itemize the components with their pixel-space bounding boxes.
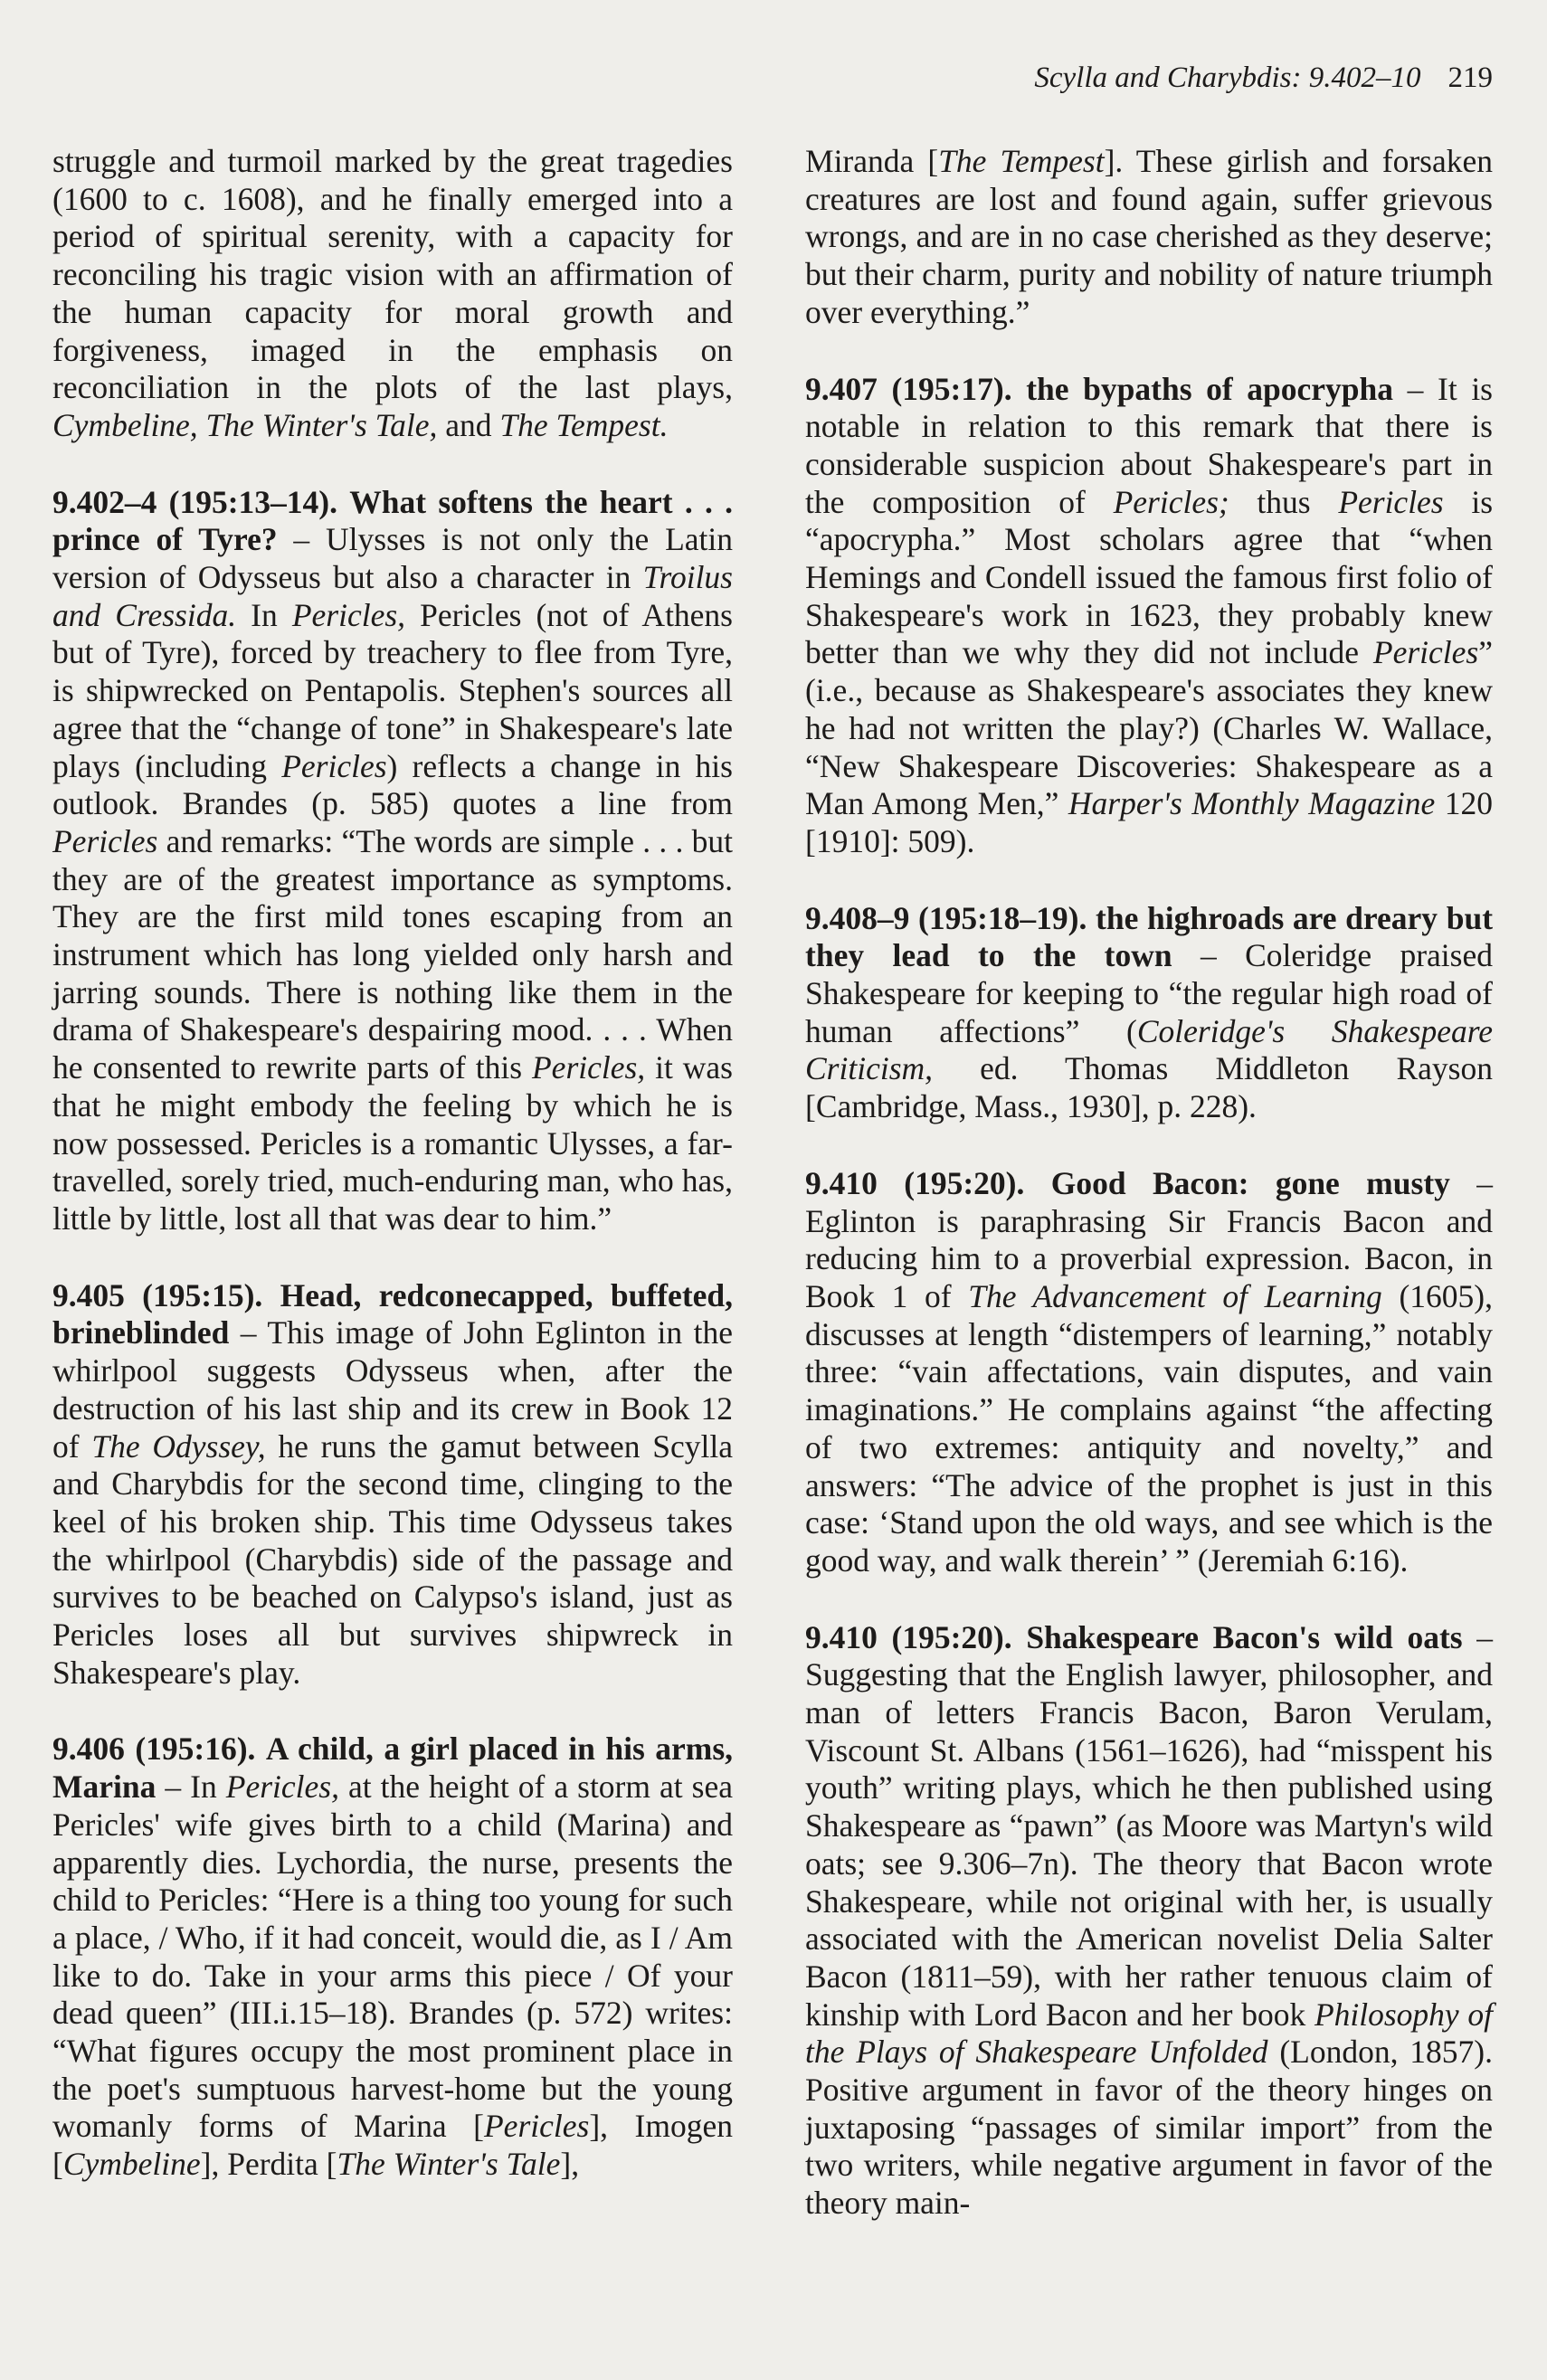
left-column — [52, 143, 733, 2223]
entry-number: 9.408–9 (195:18–19). — [805, 899, 1087, 936]
entry-heading: the highroads are dreary but they lead to the town — [805, 899, 1494, 974]
continued-paragraph: Miranda [The Tempest]. These girlish and forsaken creatures are lost and found again, suffer grievous wrongs, and are in no case cherished as they deserve; but their charm, purity and nobility of nature triumph over everything.” — [805, 143, 1493, 330]
note-entry-9-405: 9.405 (195:15). Head, redconecapped, buffeted, brineblinded – This image of John Eglinton in the whirlpool suggests Odysseus when, after the destruction of his last ship and its crew in Book 12 of The Odyssey, he runs the gamut between Scylla and Charybdis for the second time, clinging to the keel of his broken ship. This time Odysseus takes the whirlpool (Charybdis) side of the passage and survives to be beached on Calypso's island, just as Pericles loses all but survives shipwreck in Shakespeare's play. — [52, 1276, 734, 1691]
entry-number: 9.402–4 (195:13–14). — [52, 483, 337, 520]
continued-paragraph: struggle and turmoil marked by the great tragedies (1600 to c. 1608), and he finally emerged into a period of spiritual serenity, with a capacity for reconciling his tragic vision with an affirmation of the human capacity for moral growth and forgiveness, imaged in the emphasis on reconciliation in the plots of the last plays, Cymbeline, The Winter's Tale, and The Tempest. — [52, 143, 733, 443]
note-entry-9-406: 9.406 (195:16). A child, a girl placed in his arms, Marina – In Pericles, at the height of a storm at sea Pericles' wife gives birth to a child (Marina) and apparently dies. Lychordia, the nurse, presents the child to Pericles: “Here is a thing too young for such a place, / Who, if it had conceit, would die, as I / Am like to do. Take in your arms this piece / Of your dead queen” (III.i.15–18). Brandes (p. 572) writes: “What figures occupy the most prominent place in the poet's sumptuous harvest-home but the young womanly forms of Marina [Pericles], Imogen [Cymbeline], Perdita [The Winter's Tale], — [52, 1730, 734, 2183]
running-title: Scylla and Charybdis: 9.402–10 — [1034, 62, 1421, 94]
note-entry-9-402: 9.402–4 (195:13–14). What softens the heart . . . prince of Tyre? – Ulysses is not only the Latin version of Odysseus but also a character in Troilus and Cressida. In Pericles, Pericles (not of Athens but of Tyre), forced by treachery to flee from Tyre, is shipwrecked on Pentapolis. Stephen's sources all agree that the “change of tone” in Shakespeare's late plays (including Pericles) reflects a change in his outlook. Brandes (p. 585) quotes a line from Pericles and remarks: “The words are simple . . . but they are of the greatest importance as symptoms. They are the first mild tones escaping from an instrument which has long yielded only harsh and jarring sounds. There is nothing like them in the drama of Shakespeare's despairing mood. . . . When he consented to rewrite parts of this Pericles, it was that he might embody the feeling by which he is now possessed. Pericles is a romantic Ulysses, a far-travelled, sorely tried, much-enduring man, who has, little by little, lost all that was dear to him.” — [52, 483, 734, 1237]
page-number: 219 — [1447, 62, 1493, 94]
entry-number: 9.406 (195:16). — [52, 1730, 256, 1768]
entry-heading: Shakespeare Bacon's wild oats — [1026, 1618, 1463, 1655]
right-column — [805, 143, 1493, 2261]
entry-number: 9.407 (195:17). — [805, 370, 1012, 407]
entry-number: 9.410 (195:20). — [805, 1618, 1012, 1655]
entry-heading: Head, redconecapped, buffeted, brineblinded — [52, 1276, 734, 1351]
note-entry-9-410-wild-oats: 9.410 (195:20). Shakespeare Bacon's wild oats – Suggesting that the English lawyer, philosopher, and man of letters Francis Bacon, Baron Verulam, Viscount St. Albans (1561–1626), had “misspent his youth” writing plays, which he then published using Shakespeare as “pawn” (as Moore was Martyn's wild oats; see 9.306–7n). The theory that Bacon wrote Shakespeare, while not original with her, is usually associated with the American novelist Delia Salter Bacon (1811–59), with her rather tenuous claim of kinship with Lord Bacon and her book Philosophy of the Plays of Shakespeare Unfolded (London, 1857). Positive argument in favor of the theory hinges on juxtaposing “passages of similar import” from the two writers, while negative argument in favor of the theory main- — [805, 1618, 1494, 2222]
note-entry-9-407: 9.407 (195:17). the bypaths of apocrypha – It is notable in relation to this remark that there is considerable suspicion about Shakespeare's part in the composition of Pericles; thus Pericles is “apocrypha.” Most scholars agree that “when Hemings and Condell issued the famous first folio of Shakespeare's work in 1623, they probably knew better than we why they did not include Pericles” (i.e., because as Shakespeare's associates they knew he had not written the play?) (Charles W. Wallace, “New Shakespeare Discoveries: Shakespeare as a Man Among Men,” Harper's Monthly Magazine 120 [1910]: 509). — [805, 370, 1494, 859]
note-entry-9-410-good-bacon: 9.410 (195:20). Good Bacon: gone musty – Eglinton is paraphrasing Sir Francis Bacon and reducing him to a proverbial expression. Bacon, in Book 1 of The Advancement of Learning (1605), discusses at length “distempers of learning,” notably three: “vain affectations, vain disputes, and vain imaginations.” He complains against “the affecting of two extremes: antiquity and novelty,” and answers: “The advice of the prophet is just in this case: ‘Stand upon the old ways, and see which is the good way, and walk therein’ ” (Jeremiah 6:16). — [805, 1164, 1494, 1579]
entry-number: 9.405 (195:15). — [52, 1276, 263, 1313]
entry-heading: A child, a girl placed in his arms, Marina — [52, 1730, 734, 1806]
entry-heading: Good Bacon: gone musty — [1050, 1164, 1450, 1201]
entry-heading: the bypaths of apocrypha — [1026, 370, 1394, 407]
entry-number: 9.410 (195:20). — [805, 1164, 1025, 1201]
note-entry-9-408: 9.408–9 (195:18–19). the highroads are dreary but they lead to the town – Coleridge praised Shakespeare for keeping to “the regular high road of human affections” (Coleridge's Shakespeare Criticism, ed. Thomas Middleton Rayson [Cambridge, Mass., 1930], p. 228). — [805, 899, 1494, 1125]
running-header — [939, 56, 1493, 100]
entry-heading: What softens the heart . . . prince of Tyre? — [52, 483, 734, 558]
